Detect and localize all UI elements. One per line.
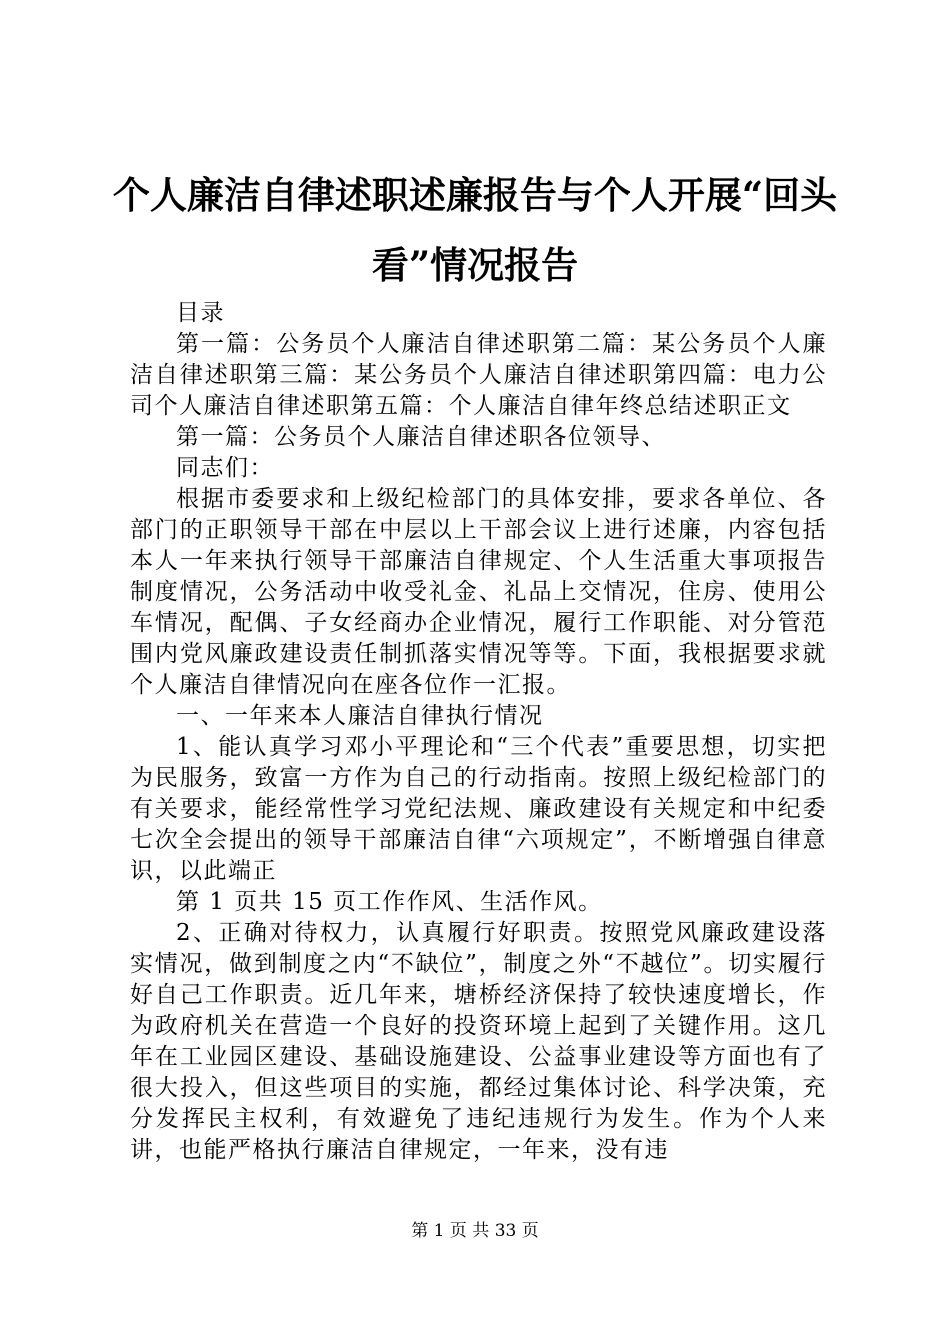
paragraph-toc-list: 第一篇：公务员个人廉洁自律述职第二篇：某公务员个人廉洁自律述职第三篇：某公务员个人廉洁自律述职第四篇：电力公司个人廉洁自律述职第五篇：个人廉洁自律年终总结述职正文 [130, 331, 827, 419]
paragraph-section-heading: 第一篇：公务员个人廉洁自律述职各位领导、 [176, 424, 666, 450]
paragraph-item-2: 2、正确对待权力，认真履行好职责。按照党风廉政建设落实情况，做到制度之内“不缺位”，制度之外“不越位”。切实履行好自己工作职责。近几年来，塘桥经济保持了较快速度增长，作为政府机关在营造一个良好的投资环境上起到了关键作用。这几年在工业园区建设、基础设施建设、公益事业建设等方面也有了很大投入，但这些项目的实施，都经过集体讨论、科学决策，充分发挥民主权利，有效避免了违纪违规行为发生。作为个人来讲，也能严格执行廉洁自律规定，一年来，没有违 [130, 920, 827, 1163]
document-title: 个人廉洁自律述职述廉报告与个人开展“回头看”情况报告 [112, 173, 838, 287]
paragraph-item-1: 1、能认真学习邓小平理论和“三个代表”重要思想，切实把为民服务，致富一方作为自己的行动指南。按照上级纪检部门的有关要求，能经常性学习党纪法规、廉政建设有关规定和中纪委七次全会提出的领导干部廉洁自律“六项规定”，不断增强自律意识，以此端正 [130, 734, 827, 884]
document-body [130, 298, 827, 1166]
paragraph-toc-heading: 目录 [176, 300, 225, 326]
paragraph-heading-one: 一、一年来本人廉洁自律执行情况 [176, 703, 544, 729]
page-footer: 第 1 页 共 33 页 [411, 1221, 539, 1241]
paragraph-page-marker: 第 1 页共 15 页工作作风、生活作风。 [176, 889, 603, 915]
paragraph-salutation: 同志们： [176, 455, 274, 481]
paragraph-intro: 根据市委要求和上级纪检部门的具体安排，要求各单位、各部门的正职领导干部在中层以上干部会议上进行述廉，内容包括本人一年来执行领导干部廉洁自律规定、个人生活重大事项报告制度情况，公务活动中收受礼金、礼品上交情况，住房、使用公车情况，配偶、子女经商办企业情况，履行工作职能、对分管范围内党风廉政建设责任制抓落实情况等等。下面，我根据要求就个人廉洁自律情况向在座各位作一汇报。 [130, 486, 827, 698]
